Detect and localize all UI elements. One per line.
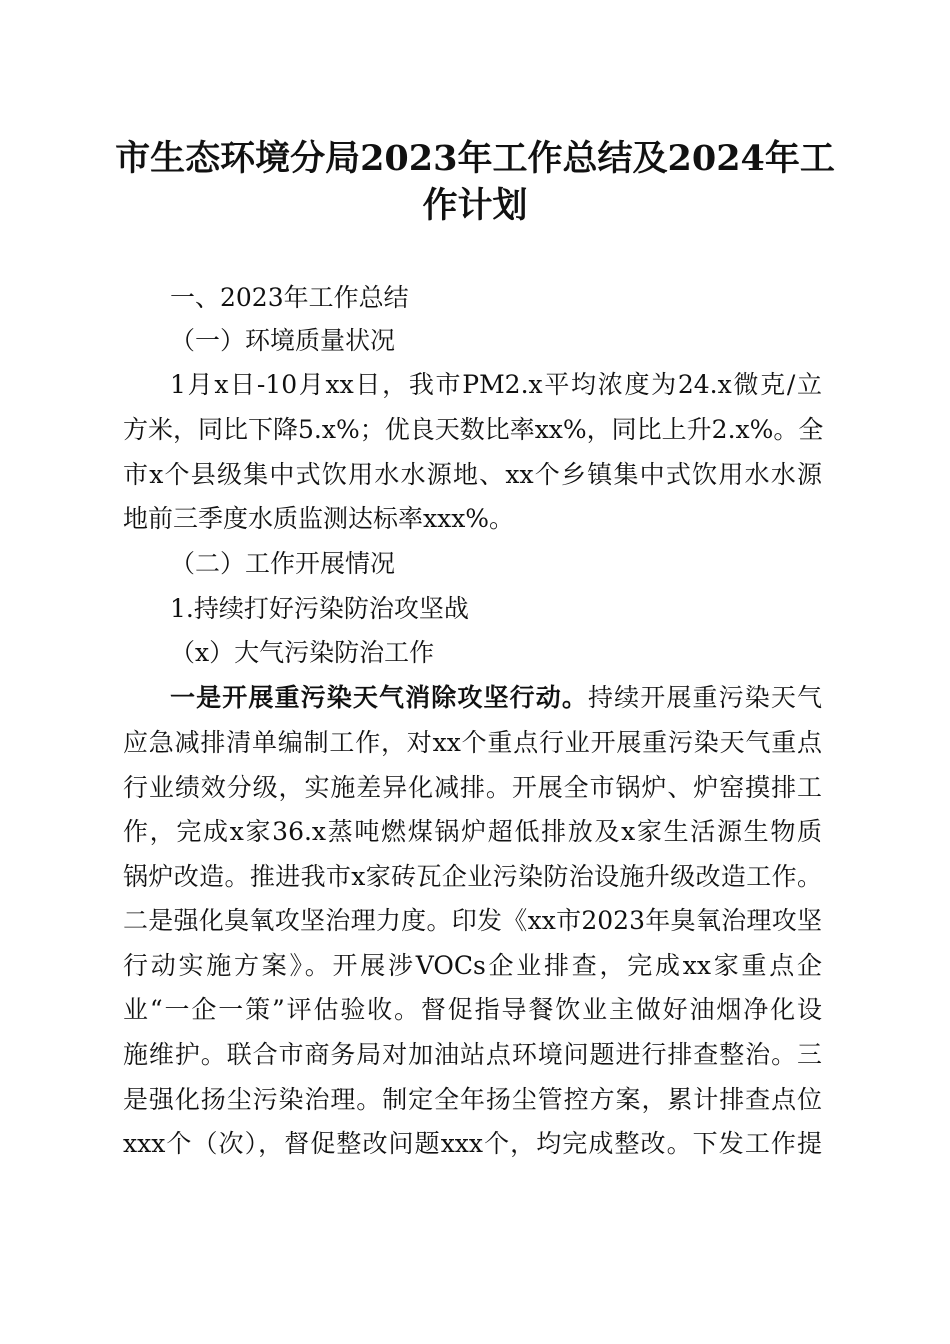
subsection-heading: （一）环境质量状况 [170,326,396,355]
paragraph-line: xxx个（次），督促整改问题xxx个，均完成整改。下发工作提 [123,1129,822,1158]
section-heading: 一、2023年工作总结 [170,283,409,312]
paragraph-line: 地前三季度水质监测达标率xxx%。 [123,504,515,533]
bold-lead: 一是开展重污染天气消除攻坚行动。 [170,683,588,712]
paragraph-line: 锅炉改造。推进我市x家砖瓦企业污染防治设施升级改造工作。 [123,862,822,891]
subsection-heading: （二）工作开展情况 [170,549,396,578]
paragraph-line: 1月x日-10月xx日，我市PM2.x平均浓度为24.x微克/立 [170,370,822,399]
paragraph-line: 市x个县级集中式饮用水水源地、xx个乡镇集中式饮用水水源 [123,460,822,489]
item-subheading: （x）大气污染防治工作 [170,638,435,667]
paragraph-line: 二是强化臭氧攻坚治理力度。印发《xx市2023年臭氧治理攻坚 [123,906,822,935]
paragraph-line: 应急减排清单编制工作，对xx个重点行业开展重污染天气重点 [123,728,822,757]
paragraph-line: 行动实施方案》。开展涉VOCs企业排查，完成xx家重点企 [123,951,822,980]
paragraph-line: 作，完成x家36.x蒸吨燃煤锅炉超低排放及x家生活源生物质 [123,817,822,846]
paragraph-line [170,680,822,716]
document-title [100,135,850,229]
title-line: 作计划 [422,185,528,226]
paragraph-line: 施维护。联合市商务局对加油站点环境问题进行排查整治。三 [123,1040,822,1069]
paragraph-line: 业“一企一策”评估验收。督促指导餐饮业主做好油烟净化设 [123,995,822,1024]
paragraph-line: 是强化扬尘污染治理。制定全年扬尘管控方案，累计排查点位 [123,1085,822,1114]
paragraph-line: 行业绩效分级，实施差异化减排。开展全市锅炉、炉窑摸排工 [123,773,822,802]
item-heading: 1.持续打好污染防治攻坚战 [170,594,469,623]
text-run: 持续开展重污染天气 [587,683,822,712]
paragraph-line: 方米，同比下降5.x%；优良天数比率xx%，同比上升2.x%。全 [123,415,824,444]
title-line: 市生态环境分局2023年工作总结及2024年工 [115,138,835,179]
